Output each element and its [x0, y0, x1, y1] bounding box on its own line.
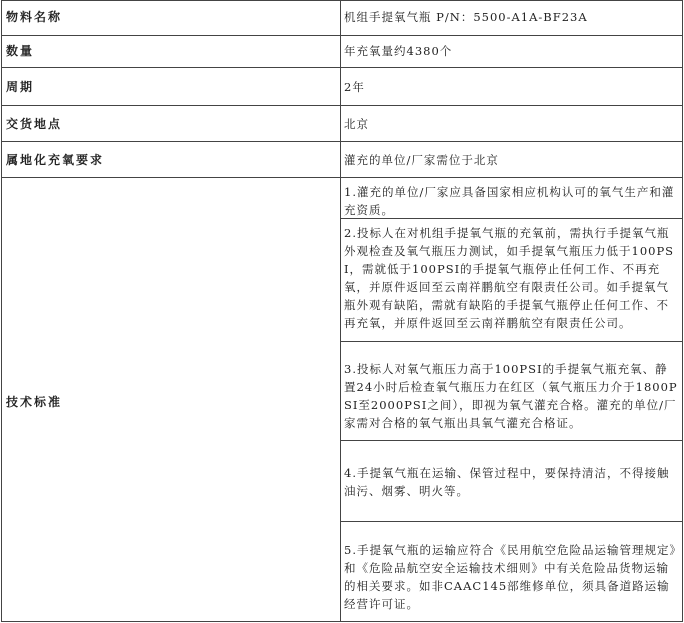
tech-item-2: 2.投标人在对机组手提氧气瓶的充氧前，需执行手提氧气瓶外观检查及氧气瓶压力测试，如手提氧气瓶压力低于100PSI，需就低于100PSI的手提氧气瓶停止任何工作、不再充氧，并原件返回至云南祥鹏航空有限责任公司。如手提氧气瓶外观有缺陷，需就有缺陷的手提氧气瓶停止任何工作、不再充氧，并原件返回至云南祥鹏航空有限责任公司。	[344, 226, 675, 330]
row-divider	[1, 177, 683, 178]
sub-row-divider	[340, 521, 683, 522]
sub-row-divider	[340, 341, 683, 342]
tech-item-3: 3.投标人对氧气瓶压力高于100PSI的手提氧气瓶充氧、静置24小时后检查氧气瓶压力在红区（氧气瓶压力介于1800PSI至2000PSI之间），即视为氧气灌充合格。灌充的单位/厂家需对合格的氧气瓶出具氧气灌充合格证。	[344, 362, 678, 430]
label-quantity: 数量	[6, 44, 35, 58]
table-border-left	[1, 0, 2, 622]
column-divider	[340, 0, 341, 622]
sub-row-divider	[340, 440, 683, 441]
label-technical-standard: 技术标准	[6, 395, 63, 409]
row-divider	[1, 35, 683, 36]
label-period: 周期	[6, 80, 35, 94]
value-local-filling-requirement: 灌充的单位/厂家需位于北京	[344, 153, 499, 167]
tech-item-1: 1.灌充的单位/厂家应具备国家相应机构认可的氧气生产和灌充资质。	[344, 185, 675, 217]
value-period: 2年	[344, 80, 365, 94]
table-border-bottom	[1, 621, 683, 622]
value-material-name: 机组手提氧气瓶 P/N：5500-A1A-BF23A	[344, 10, 588, 24]
tech-item-4: 4.手提氧气瓶在运输、保管过程中，要保持清洁，不得接触油污、烟雾、明火等。	[344, 466, 670, 498]
table-border-right	[682, 0, 683, 622]
table-border-top	[1, 0, 683, 1]
tech-item-5: 5.手提氧气瓶的运输应符合《民用航空危险品运输管理规定》和《危险品航空安全运输技术细则》中有关危险品货物运输的相关要求。如非CAAC145部维修单位，须具备道路运输经营许可证。	[344, 543, 677, 611]
row-divider	[1, 141, 683, 142]
label-local-filling-requirement: 属地化充氧要求	[6, 153, 105, 167]
label-delivery-location: 交货地点	[6, 117, 63, 131]
value-quantity: 年充氧量约4380个	[344, 44, 453, 58]
row-divider	[1, 105, 683, 106]
value-delivery-location: 北京	[344, 117, 369, 131]
label-material-name: 物料名称	[6, 10, 63, 24]
row-divider	[1, 67, 683, 68]
